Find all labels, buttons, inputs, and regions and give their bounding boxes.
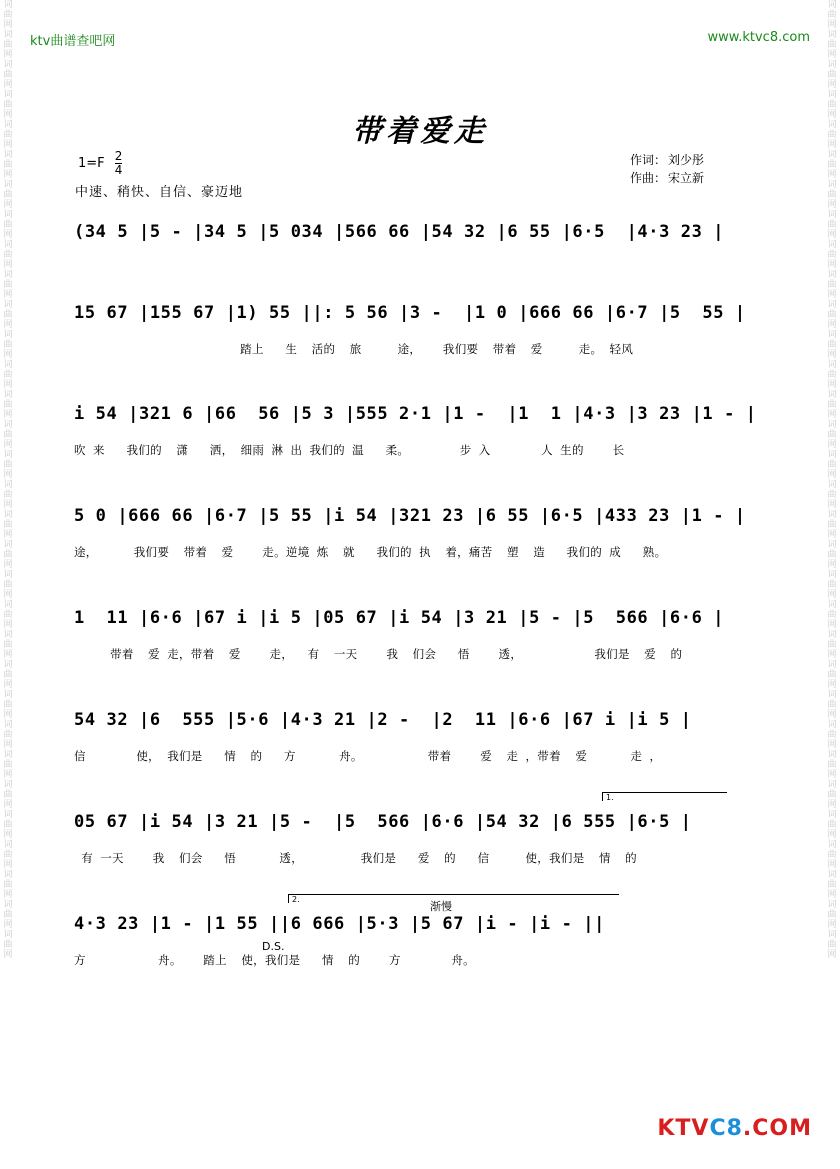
notation-line: 5 0 |666 66 |6·7 |5 55 |i 54 |321 23 |6 55 |6·5 |433 23 |1 - | xyxy=(74,506,746,526)
side-watermark-right: 词曲网词曲网词曲网词曲网词曲网词曲网词曲网词曲网词曲网词曲网词曲网词曲网词曲网词曲网词曲网词曲网词曲网词曲网词曲网词曲网词曲网词曲网词曲网词曲网词曲网词曲网词曲网词曲网词曲网词曲网词曲网词曲网 xyxy=(827,0,837,960)
lyricist-label: 作词： xyxy=(630,153,667,167)
composer-line xyxy=(628,169,704,187)
notation-line: (34 5 |5 - |34 5 |5 034 |566 66 |54 32 |6 55 |6·5 |4·3 23 | xyxy=(74,222,725,242)
notation-line: 4·3 23 |1 - |1 55 ||6 666 |5·3 |5 67 |i - |i - || xyxy=(74,914,605,934)
key-signature xyxy=(78,150,122,177)
lyrics-line: 带着 爱 走，带着 爱 走， 有 一天 我 们会 悟 透， 我们是 爱 的 xyxy=(74,647,683,661)
notation-line: 15 67 |155 67 |1) 55 ||: 5 56 |3 - |1 0 |666 66 |6·7 |5 55 | xyxy=(74,303,746,323)
brand-part-3: .COM xyxy=(742,1116,812,1141)
ritardando-mark: 渐慢 xyxy=(430,900,452,913)
notation-line: 54 32 |6 555 |5·6 |4·3 21 |2 - |2 11 |6·6 |67 i |i 5 | xyxy=(74,710,692,730)
notation-line: 05 67 |i 54 |3 21 |5 - |5 566 |6·6 |54 32 |6 555 |6·5 | xyxy=(74,812,692,832)
tempo-marking: 中速、稍快、自信、豪迈地 xyxy=(75,185,244,200)
lyrics-line: 吹 来 我们的 潇 洒， 细雨 淋 出 我们的 温 柔。 步 入 人 生的 长 xyxy=(74,443,625,457)
lyricist-name: 刘少彤 xyxy=(668,153,705,167)
time-top: 2 xyxy=(114,149,123,163)
brand-logo xyxy=(657,1116,812,1141)
lyrics-line: 踏上 生 活的 旅 途， 我们要 带着 爱 走。 轻风 xyxy=(74,342,634,356)
volta-bracket-2 xyxy=(288,894,619,903)
composer-name: 宋立新 xyxy=(668,171,705,185)
key-label: 1=F xyxy=(78,156,105,171)
brand-part-1: KTV xyxy=(657,1116,710,1141)
volta-label-2: 2. xyxy=(292,895,300,904)
side-watermark-left: 词曲网词曲网词曲网词曲网词曲网词曲网词曲网词曲网词曲网词曲网词曲网词曲网词曲网词曲网词曲网词曲网词曲网词曲网词曲网词曲网词曲网词曲网词曲网词曲网词曲网词曲网词曲网词曲网词曲网词曲网词曲网词曲网 xyxy=(3,0,13,960)
site-name-watermark: ktv曲谱查吧网 xyxy=(30,34,116,49)
time-bottom: 4 xyxy=(114,163,123,177)
lyrics-line: 有 一天 我 们会 悟 透， 我们是 爱 的 信 使，我们是 情 的 xyxy=(74,851,637,865)
lyrics-line: 信 使， 我们是 情 的 方 舟。 带着 爱 走 ，带着 爱 走 ， xyxy=(74,749,662,763)
volta-bracket-1 xyxy=(602,792,727,801)
composer-label: 作曲： xyxy=(630,171,667,185)
site-url-watermark: www.ktvc8.com xyxy=(707,30,810,45)
song-title: 带着爱走 xyxy=(352,114,488,149)
time-signature xyxy=(115,150,123,177)
dal-segno-mark: D.S. xyxy=(262,940,285,953)
volta-label-1: 1. xyxy=(606,793,614,802)
lyrics-line: 途， 我们要 带着 爱 走。逆境 炼 就 我们的 执 着，痛苦 塑 造 我们的 成 熟。 xyxy=(74,545,667,559)
lyrics-line: 方 舟。 踏上 使，我们是 情 的 方 舟。 xyxy=(74,953,475,967)
brand-part-2: C8 xyxy=(709,1116,743,1141)
lyricist-line xyxy=(628,151,704,169)
notation-line: 1 11 |6·6 |67 i |i 5 |05 67 |i 54 |3 21 |5 - |5 566 |6·6 | xyxy=(74,608,725,628)
notation-line: i 54 |321 6 |66 56 |5 3 |555 2·1 |1 - |1 1 |4·3 |3 23 |1 - | xyxy=(74,404,757,424)
credits xyxy=(628,151,704,187)
